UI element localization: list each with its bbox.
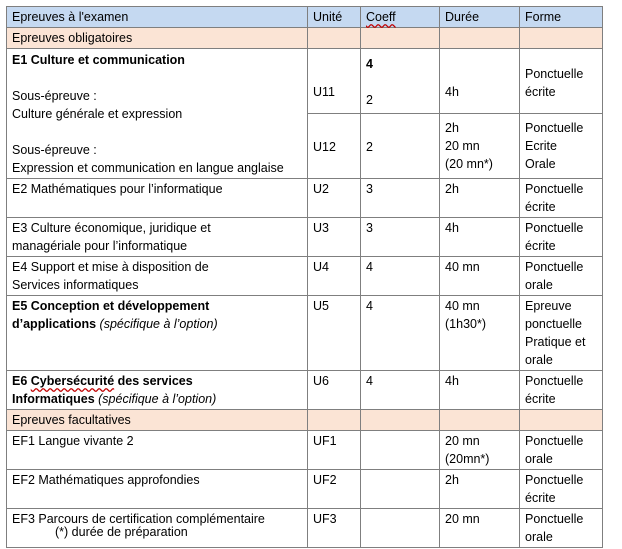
e6-option: (spécifique à l’option) bbox=[98, 392, 217, 406]
section-label: Epreuves obligatoires bbox=[7, 28, 308, 49]
e1-sub1-unite bbox=[308, 49, 361, 114]
e3-duree: 4h bbox=[440, 218, 520, 257]
section-row-facultatives bbox=[7, 410, 603, 431]
e6-title-2: Informatiques bbox=[12, 392, 95, 406]
e3-title-2: managériale pour l’informatique bbox=[12, 239, 188, 253]
ef3-title: EF3 Parcours de certification complémentaire bbox=[7, 509, 308, 548]
e2-unite: U2 bbox=[308, 179, 361, 218]
e5-duree-1: 40 mn bbox=[445, 299, 480, 313]
table-row-e5 bbox=[7, 296, 603, 371]
e1-sub2-duree-2: 20 mn bbox=[445, 139, 480, 153]
section-row-obligatoires bbox=[7, 28, 603, 49]
ef1-forme-2: orale bbox=[525, 452, 553, 466]
e3-unite: U3 bbox=[308, 218, 361, 257]
e4-title bbox=[7, 257, 308, 296]
e5-duree-2: (1h30*) bbox=[445, 317, 486, 331]
e4-title-2: Services informatiques bbox=[12, 278, 139, 292]
e3-forme bbox=[520, 218, 603, 257]
table-row-e4 bbox=[7, 257, 603, 296]
e4-title-1: E4 Support et mise à disposition de bbox=[12, 260, 209, 274]
ef1-duree-2: (20mn*) bbox=[445, 452, 490, 466]
e1-sub1-unite-text: U11 bbox=[313, 85, 336, 99]
table-row-e1-u11 bbox=[7, 49, 603, 114]
ef1-forme bbox=[520, 431, 603, 470]
e5-forme bbox=[520, 296, 603, 371]
ef3-forme-1: Ponctuelle bbox=[525, 512, 584, 526]
e4-duree: 40 mn bbox=[440, 257, 520, 296]
header-row bbox=[7, 7, 603, 28]
e1-sub2-unite bbox=[308, 114, 361, 179]
e2-coeff: 3 bbox=[361, 179, 440, 218]
e5-option: (spécifique à l’option) bbox=[99, 317, 218, 331]
e4-unite: U4 bbox=[308, 257, 361, 296]
e4-forme-2: orale bbox=[525, 278, 553, 292]
footnote: (*) durée de préparation bbox=[55, 525, 188, 539]
ef1-unite: UF1 bbox=[308, 431, 361, 470]
e2-title: E2 Mathématiques pour l’informatique bbox=[7, 179, 308, 218]
e5-unite: U5 bbox=[308, 296, 361, 371]
e4-coeff: 4 bbox=[361, 257, 440, 296]
e5-title-1: E5 Conception et développement bbox=[12, 299, 210, 313]
e1-sub2-duree bbox=[440, 114, 520, 179]
e3-title bbox=[7, 218, 308, 257]
ef2-duree: 2h bbox=[440, 470, 520, 509]
e1-sub1-coeff: 2 bbox=[366, 93, 373, 107]
e5-title-2: d’applications bbox=[12, 317, 97, 331]
ef2-forme-2: écrite bbox=[525, 491, 556, 505]
ef2-coeff bbox=[361, 470, 440, 509]
e5-forme-4: orale bbox=[525, 353, 553, 367]
e1-coeff-cell bbox=[361, 49, 440, 114]
e6-coeff: 4 bbox=[361, 371, 440, 410]
e1-sub1-duree bbox=[440, 49, 520, 114]
table-row-e6 bbox=[7, 371, 603, 410]
e1-sub2-forme bbox=[520, 114, 603, 179]
e5-duree bbox=[440, 296, 520, 371]
ef3-forme-2: orale bbox=[525, 530, 553, 544]
e1-sub1-label: Sous-épreuve : bbox=[12, 89, 97, 103]
table-row-ef1 bbox=[7, 431, 603, 470]
e1-sub1-forme bbox=[520, 49, 603, 114]
ef2-forme bbox=[520, 470, 603, 509]
e1-sub2-name: Expression et communication en langue anglaise bbox=[12, 161, 284, 175]
ef2-forme-1: Ponctuelle bbox=[525, 473, 584, 487]
header-unite: Unité bbox=[308, 7, 361, 28]
e1-sub1-name: Culture générale et expression bbox=[12, 107, 183, 121]
e1-coeff-total: 4 bbox=[366, 57, 373, 71]
header-coeff-label: Coeff bbox=[366, 10, 396, 24]
e2-forme bbox=[520, 179, 603, 218]
e1-sub1-forme-1: Ponctuelle bbox=[525, 67, 584, 81]
e1-sub2-coeff-text: 2 bbox=[366, 140, 373, 154]
e6-title bbox=[7, 371, 308, 410]
e6-duree: 4h bbox=[440, 371, 520, 410]
e4-forme bbox=[520, 257, 603, 296]
ef1-duree-1: 20 mn bbox=[445, 434, 480, 448]
e2-forme-1: Ponctuelle bbox=[525, 182, 584, 196]
header-coeff bbox=[361, 7, 440, 28]
ef1-title: EF1 Langue vivante 2 bbox=[7, 431, 308, 470]
e1-cell bbox=[7, 49, 308, 179]
e1-sub2-label: Sous-épreuve : bbox=[12, 143, 97, 157]
e3-forme-1: Ponctuelle bbox=[525, 221, 584, 235]
e6-forme-1: Ponctuelle bbox=[525, 374, 584, 388]
e1-sub1-forme-2: écrite bbox=[525, 85, 556, 99]
e3-title-1: E3 Culture économique, juridique et bbox=[12, 221, 211, 235]
e5-title bbox=[7, 296, 308, 371]
e3-coeff: 3 bbox=[361, 218, 440, 257]
e1-sub2-coeff bbox=[361, 114, 440, 179]
e5-forme-1: Epreuve bbox=[525, 299, 572, 313]
exam-table bbox=[6, 6, 603, 548]
e6-title-1b: Cybersécurité bbox=[30, 374, 115, 388]
e1-sub2-duree-3: (20 mn*) bbox=[445, 157, 493, 171]
e1-sub2-duree-1: 2h bbox=[445, 121, 459, 135]
ef2-unite: UF2 bbox=[308, 470, 361, 509]
ef1-coeff bbox=[361, 431, 440, 470]
header-duree: Durée bbox=[440, 7, 520, 28]
e1-sub2-forme-3: Orale bbox=[525, 157, 556, 171]
e4-forme-1: Ponctuelle bbox=[525, 260, 584, 274]
e6-forme bbox=[520, 371, 603, 410]
e6-forme-2: écrite bbox=[525, 392, 556, 406]
ef1-forme-1: Ponctuelle bbox=[525, 434, 584, 448]
ef3-coeff bbox=[361, 509, 440, 548]
e1-sub1-duree-text: 4h bbox=[445, 85, 459, 99]
table-row-e3 bbox=[7, 218, 603, 257]
e1-sub2-unite-text: U12 bbox=[313, 140, 336, 154]
ef2-title: EF2 Mathématiques approfondies bbox=[7, 470, 308, 509]
e5-forme-3: Pratique et bbox=[525, 335, 586, 349]
e2-forme-2: écrite bbox=[525, 200, 556, 214]
header-epreuves: Epreuves à l'examen bbox=[7, 7, 308, 28]
e5-coeff: 4 bbox=[361, 296, 440, 371]
e1-title: E1 Culture et communication bbox=[12, 53, 185, 67]
ef3-unite: UF3 bbox=[308, 509, 361, 548]
e1-sub2-forme-2: Ecrite bbox=[525, 139, 557, 153]
e3-forme-2: écrite bbox=[525, 239, 556, 253]
e6-unite: U6 bbox=[308, 371, 361, 410]
table-row-ef2 bbox=[7, 470, 603, 509]
e6-title-1a: E6 bbox=[12, 374, 31, 388]
e1-sub2-forme-1: Ponctuelle bbox=[525, 121, 584, 135]
ef3-duree: 20 mn bbox=[440, 509, 520, 548]
e2-duree: 2h bbox=[440, 179, 520, 218]
ef1-duree bbox=[440, 431, 520, 470]
ef3-forme bbox=[520, 509, 603, 548]
e5-forme-2: ponctuelle bbox=[525, 317, 582, 331]
section-label: Epreuves facultatives bbox=[7, 410, 308, 431]
e6-title-1c: des services bbox=[114, 374, 193, 388]
header-forme: Forme bbox=[520, 7, 603, 28]
table-row-e2 bbox=[7, 179, 603, 218]
